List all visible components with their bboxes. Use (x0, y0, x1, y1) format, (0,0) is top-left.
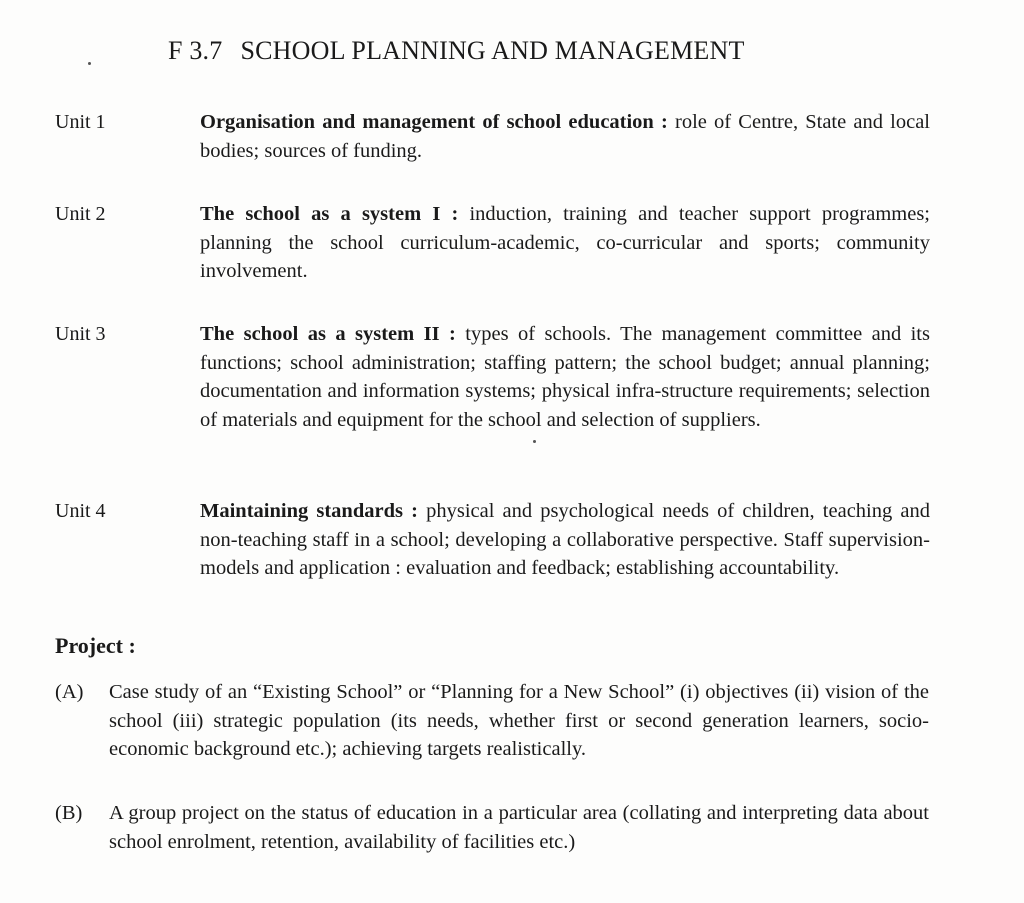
unit-body-text: types of schools. The management committee and its functions; school administration; staffing pattern; the school budget; annual planning; documentation and information systems; physical infra-structure requirements; selection of materials and equipment for the school and selection of suppliers. (200, 323, 930, 431)
unit-body-text: role of Centre, State and local bodies; sources of funding. (200, 111, 930, 162)
course-title: SCHOOL PLANNING AND MANAGEMENT (240, 36, 745, 65)
unit-heading: Organisation and management of school education : (200, 111, 668, 133)
unit-label: Unit 2 (55, 203, 106, 225)
unit-heading: Maintaining standards : (200, 500, 418, 522)
unit-description (200, 108, 930, 165)
unit-heading: The school as a system II : (200, 323, 456, 345)
item-marker: (B) (55, 802, 83, 824)
course-code: F 3.7 (168, 36, 223, 65)
project-heading: Project : (55, 633, 136, 658)
stray-mark (88, 62, 91, 65)
unit-description (200, 200, 930, 286)
unit-label: Unit 4 (55, 500, 106, 522)
unit-body-text: physical and psychological needs of children, teaching and non-teaching staff in a school; developing a collaborative perspective. Staff supervision- models and application : evaluation and feedback; establishing accountability. (200, 500, 930, 579)
unit-label: Unit 1 (55, 111, 106, 133)
item-text: A group project on the status of education in a particular area (collating and interpreting data about school enrolment, retention, availability of facilities etc.) (109, 802, 929, 853)
unit-description (200, 497, 930, 583)
unit-body-text: induction, training and teacher support programmes; planning the school curriculum-academic, co-curricular and sports; community involvement. (200, 203, 930, 282)
page-title (168, 36, 745, 66)
unit-description (200, 320, 930, 434)
item-text: Case study of an “Existing School” or “Planning for a New School” (i) objectives (ii) vision of the school (iii) strategic population (its needs, whether first or second generation learners, socio- economic background etc.); achieving targets realistically. (109, 681, 929, 760)
item-marker: (A) (55, 681, 84, 703)
stray-mark (533, 440, 536, 443)
unit-heading: The school as a system I : (200, 203, 459, 225)
unit-label: Unit 3 (55, 323, 106, 345)
